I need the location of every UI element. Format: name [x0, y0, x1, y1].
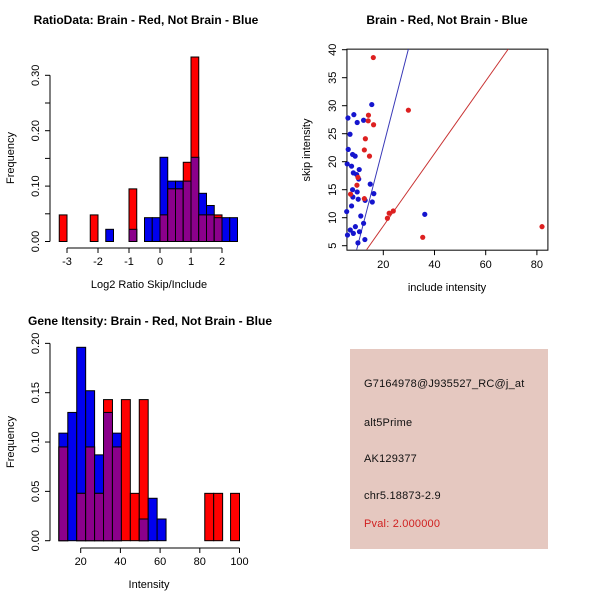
- blue-point: [358, 213, 363, 218]
- blue-point: [349, 203, 354, 208]
- red-point: [391, 208, 396, 213]
- blue-point: [356, 197, 361, 202]
- blue-point: [361, 221, 366, 226]
- red-point: [366, 113, 371, 118]
- y-tick-label: 15: [326, 183, 339, 196]
- red-bar: [205, 493, 214, 540]
- overlap-bar: [86, 447, 95, 541]
- x-tick-label: 60: [479, 259, 492, 272]
- skip-include-scatter-panel: [300, 0, 600, 300]
- x-tick-label: 20: [74, 556, 87, 568]
- y-tick-label: 0.00: [30, 230, 42, 253]
- blue-bar: [145, 218, 153, 242]
- y-tick-label: 0.10: [30, 431, 42, 453]
- accession-text: AK129377: [364, 453, 417, 465]
- y-tick-label: 0.20: [30, 119, 42, 142]
- overlap-bar: [183, 181, 191, 241]
- plot-box: [347, 49, 548, 250]
- red-point: [366, 118, 371, 123]
- red-bar: [121, 400, 130, 541]
- blue-point: [370, 199, 375, 204]
- gene-intensity-histogram-panel: [0, 300, 300, 600]
- y-tick-label: 10: [326, 211, 339, 224]
- blue-point: [345, 115, 350, 120]
- blue-point: [351, 231, 356, 236]
- red-bar: [59, 215, 67, 242]
- overlap-bar: [160, 215, 168, 242]
- chart-title: Brain - Red, Not Brain - Blue: [366, 13, 528, 27]
- overlap-bar: [59, 447, 68, 541]
- x-tick-label: -1: [124, 256, 134, 268]
- x-tick-label: 100: [230, 556, 249, 568]
- scatter-points: [344, 55, 545, 246]
- blue-point: [344, 209, 349, 214]
- x-tick-label: 20: [377, 259, 390, 272]
- ratio-histogram-panel: [0, 0, 300, 300]
- overlap-bar: [176, 189, 184, 242]
- red-point: [348, 192, 353, 197]
- overlap-bar: [168, 189, 176, 242]
- blue-bar: [230, 218, 238, 242]
- x-tick-label: 80: [530, 259, 544, 272]
- blue-point: [346, 147, 351, 152]
- gene-info-panel: [350, 349, 548, 549]
- blue-point: [357, 167, 362, 172]
- blue-point: [347, 132, 352, 137]
- x-tick-label: 40: [114, 556, 127, 568]
- splice-type-text: alt5Prime: [364, 417, 413, 429]
- red-bar: [130, 493, 139, 540]
- overlap-bar: [95, 493, 104, 540]
- red-bar: [231, 493, 240, 540]
- blue-point: [345, 232, 350, 237]
- red-bar: [214, 493, 223, 540]
- blue-bar: [222, 218, 230, 242]
- blue-bar: [148, 498, 157, 540]
- red-point: [371, 55, 376, 60]
- blue-point: [357, 229, 362, 234]
- x-tick-label: 60: [153, 556, 167, 568]
- overlap-bar: [199, 215, 207, 242]
- overlap-bar: [207, 215, 215, 242]
- red-point: [367, 154, 372, 159]
- probe-id-text: G7164978@J935527_RC@j_at: [364, 378, 525, 390]
- x-axis-label: Intensity: [128, 579, 170, 591]
- y-tick-label: 0.05: [30, 480, 42, 503]
- blue-point: [353, 224, 358, 229]
- red-point: [420, 235, 425, 240]
- pval-text: Pval: 2.000000: [364, 518, 441, 530]
- blue-bar: [157, 519, 166, 541]
- red-point: [385, 216, 390, 221]
- overlap-bar: [191, 157, 199, 241]
- overlap-bar: [104, 412, 113, 540]
- skip_include_scatter-x-axis: [377, 250, 543, 271]
- y-tick-label: 0.20: [30, 332, 42, 355]
- y-axis-label: skip intensity: [301, 118, 313, 182]
- intensity_hist-y-axis: [30, 333, 50, 552]
- blue-point: [368, 182, 373, 187]
- chart-title: Gene Itensity: Brain - Red, Not Brain - Blue: [27, 314, 273, 328]
- ratio_hist-x-axis: [62, 248, 225, 268]
- y-tick-label: 25: [326, 127, 339, 140]
- y-tick-label: 0.10: [30, 175, 42, 197]
- red-point: [362, 147, 367, 152]
- overlap-bar: [77, 493, 86, 540]
- blue-point: [355, 240, 360, 245]
- y-tick-label: 0.30: [30, 64, 42, 87]
- y-axis-label: Frequency: [5, 132, 17, 184]
- blue-point: [362, 237, 367, 242]
- x-axis-label: include intensity: [407, 282, 487, 294]
- red-bar: [90, 215, 98, 242]
- red-point: [354, 183, 359, 188]
- red-point: [363, 136, 368, 141]
- blue-point: [371, 191, 376, 196]
- red-point: [539, 224, 544, 229]
- x-tick-label: 1: [187, 256, 195, 268]
- y-tick-label: 0.00: [30, 529, 42, 552]
- blue-point: [353, 154, 358, 159]
- y-tick-label: 5: [326, 242, 339, 249]
- y-tick-label: 40: [326, 43, 339, 56]
- blue-point: [355, 189, 360, 194]
- red-point: [371, 122, 376, 127]
- x-axis-label: Log2 Ratio Skip/Include: [90, 279, 208, 291]
- blue-point: [361, 118, 366, 123]
- x-tick-label: -2: [93, 256, 103, 268]
- x-tick-label: 2: [218, 256, 226, 268]
- red-point: [406, 108, 411, 113]
- overlap-bar: [129, 229, 137, 241]
- blue-point: [355, 120, 360, 125]
- location-text: chr5.18873-2.9: [364, 490, 441, 502]
- blue-bar: [152, 218, 160, 242]
- x-tick-label: 0: [156, 256, 164, 268]
- overlap-bar: [139, 519, 148, 541]
- overlap-bar: [112, 447, 121, 541]
- red-point: [355, 175, 360, 180]
- blue-bar: [68, 412, 77, 540]
- blue-bar: [106, 229, 114, 241]
- chart-title: RatioData: Brain - Red, Not Brain - Blue: [33, 13, 259, 27]
- blue-point: [350, 187, 355, 192]
- blue-point: [349, 164, 354, 169]
- intensity_hist-bars: [59, 347, 240, 540]
- x-tick-label: -3: [62, 256, 72, 268]
- blue-point: [369, 102, 374, 107]
- ratio_hist-y-axis: [30, 65, 50, 253]
- ratio_hist-bars: [59, 57, 237, 241]
- x-tick-label: 80: [193, 556, 206, 568]
- red-point: [362, 196, 367, 201]
- x-tick-label: 40: [428, 259, 441, 272]
- blue-point: [422, 212, 427, 217]
- intensity_hist-x-axis: [75, 548, 249, 568]
- y-axis-label: Frequency: [5, 416, 17, 468]
- blue-point: [351, 112, 356, 117]
- y-tick-label: 20: [326, 155, 339, 168]
- y-tick-label: 0.15: [30, 381, 42, 404]
- y-tick-label: 35: [326, 71, 339, 84]
- y-tick-label: 30: [326, 99, 339, 112]
- skip_include_scatter-y-axis: [327, 44, 347, 249]
- overlap-bar: [214, 218, 222, 242]
